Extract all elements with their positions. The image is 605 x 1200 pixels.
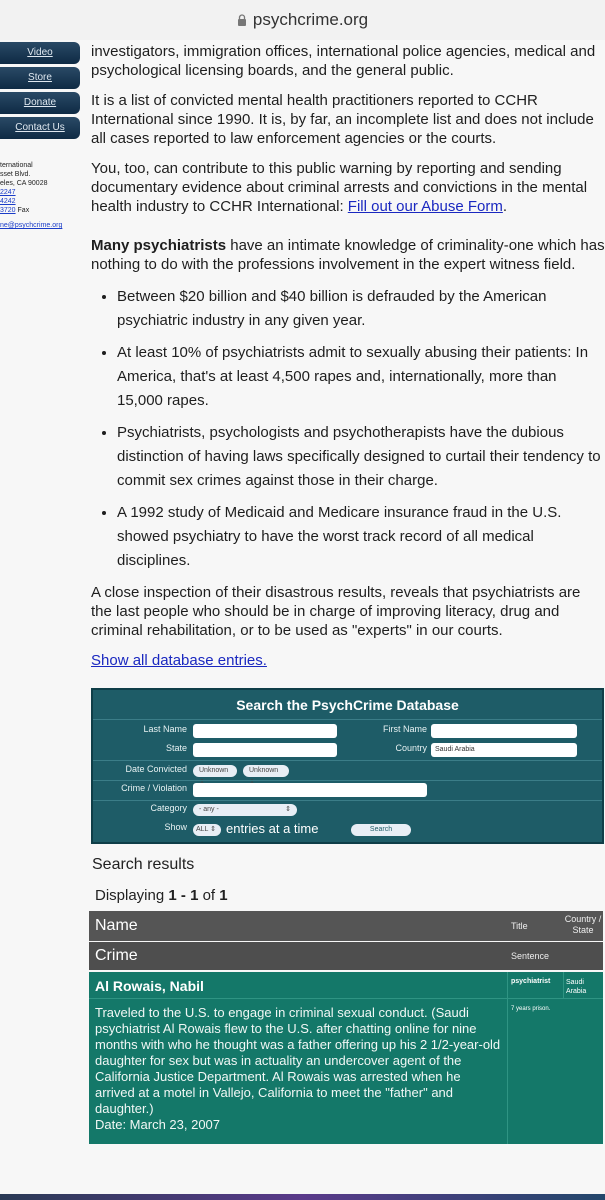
- main-content: [91, 42, 605, 681]
- result-country: Saudi Arabia: [566, 979, 587, 995]
- nav-donate-button[interactable]: Donate: [0, 92, 80, 114]
- nav-contact-button[interactable]: Contact Us: [0, 117, 80, 139]
- nav-video-button[interactable]: Video: [0, 42, 80, 64]
- select-arrow-icon: ⇕: [285, 806, 291, 813]
- results-sep: -: [176, 887, 191, 904]
- sidebar: [0, 42, 84, 230]
- show-row: [93, 822, 602, 840]
- result-description: [95, 1005, 503, 1133]
- nav-store-button[interactable]: Store: [0, 67, 80, 89]
- search-panel-title: Search the PsychCrime Database: [93, 690, 602, 720]
- results-of: of: [198, 887, 220, 904]
- column-header-name: Name: [95, 917, 138, 934]
- column-header-country: Country / State: [564, 914, 602, 935]
- results-count: [95, 887, 228, 904]
- first-name-label: First Name: [382, 724, 427, 734]
- date-from-value: Unknown: [199, 767, 229, 774]
- divider: [93, 800, 602, 801]
- abuse-form-link[interactable]: Fill out our Abuse Form: [347, 198, 503, 215]
- results-total: 1: [219, 887, 228, 904]
- first-name-input[interactable]: [431, 724, 577, 738]
- email-link[interactable]: ne@psychcrime.org: [0, 222, 63, 229]
- phone-link[interactable]: 4242: [0, 198, 16, 205]
- column-header-title: Title: [511, 921, 528, 931]
- category-value: - any -: [199, 806, 219, 813]
- state-label: State: [165, 743, 187, 753]
- url-text: psychcrime.org: [252, 10, 369, 29]
- location-row: [93, 743, 602, 761]
- crime-row: [93, 783, 602, 801]
- show-count-value: ALL: [196, 826, 209, 833]
- table-header-row: [89, 911, 603, 941]
- address-line: sset Blvd.: [0, 171, 31, 178]
- divider: [93, 760, 602, 761]
- result-sentence: 7 years prison.: [511, 1006, 551, 1012]
- date-to-select[interactable]: [243, 765, 289, 777]
- search-button[interactable]: Search: [351, 824, 411, 836]
- results-heading: Search results: [92, 856, 195, 873]
- country-input[interactable]: Saudi Arabia: [431, 743, 577, 757]
- results-count-prefix: Displaying: [95, 887, 169, 904]
- crime-label: Crime / Violation: [121, 783, 187, 793]
- list-item: • At least 10% of psychiatrists admit to sexually abusing their patients: In America, that's at least 4,500 rapes and, internationally, more than 15,000 rapes.: [117, 341, 605, 413]
- show-count-select[interactable]: ALL ⇕: [193, 824, 221, 836]
- results-from: 1: [168, 887, 177, 904]
- column-divider: [507, 972, 508, 1144]
- last-name-input[interactable]: [193, 724, 337, 738]
- conclusion-paragraph: A close inspection of their disastrous results, reveals that psychiatrists are the last people who should be in charge of improving literacy, drug and criminal rehabilitation, or to be used as "experts" in our courts.: [91, 584, 581, 639]
- table-row[interactable]: [89, 972, 603, 1144]
- row-divider: [89, 998, 603, 999]
- lock-icon: [237, 14, 247, 26]
- results-to: 1: [190, 887, 199, 904]
- result-date: Date: March 23, 2007: [95, 1117, 221, 1132]
- result-name: Al Rowais, Nabil: [95, 978, 204, 994]
- address-bar[interactable]: [0, 0, 605, 40]
- list-item: • A 1992 study of Medicaid and Medicare insurance fraud in the U.S. showed psychiatry to have the worst track record of all medical disciplines.: [117, 501, 605, 573]
- last-name-label: Last Name: [143, 724, 187, 734]
- facts-list: [117, 285, 605, 573]
- contribute-text: You, too, can contribute to this public warning by reporting and sending documentary evidence about criminal arrests and convictions in the mental health industry to CCHR International:: [91, 160, 588, 215]
- show-label: Show: [164, 822, 187, 832]
- category-select[interactable]: [193, 804, 297, 816]
- column-header-sentence: Sentence: [511, 951, 550, 961]
- result-crime-text: Traveled to the U.S. to engage in criminal sexual conduct. (Saudi psychiatrist Al Rowais flew to the U.S. after chatting online for nine months with who he thought was a father offering up his 2 1/2-year-old daughter for sex but was in actuality an undercover agent of the California Justice Department. Al Rowais was arrested when he arrived at a motel in Vallejo, California to meet the "father" and daughter.): [95, 1005, 501, 1116]
- country-label: Country: [395, 743, 427, 753]
- divider: [93, 780, 602, 781]
- list-description-paragraph: It is a list of convicted mental health practitioners reported to CCHR International since 1990. It is, by far, an incomplete list and does not include all cases reported to law enforcement agencies or the courts.: [91, 92, 594, 147]
- contact-address: [0, 161, 84, 230]
- criminality-paragraph: [91, 236, 605, 274]
- contribute-paragraph: You, too, can contribute to this public warning by reporting and sending documentary evidence about criminal arrests and convictions in the mental health industry to CCHR International: Fill out our Abuse Form.: [91, 160, 588, 215]
- result-title: psychiatrist: [511, 978, 551, 985]
- category-row: [93, 803, 602, 821]
- bottom-edge: [0, 1194, 605, 1200]
- fax-link[interactable]: 3720: [0, 207, 16, 214]
- list-item: • Psychiatrists, psychologists and psychotherapists have the dubious distinction of having laws specifically designed to curtail their tendency to commit sex crimes against those in their charge.: [117, 421, 605, 493]
- address-line: eles, CA 90028: [0, 180, 48, 187]
- phone-link[interactable]: 2247: [0, 189, 16, 196]
- address-line: ternational: [0, 162, 33, 169]
- criminality-text: have an intimate knowledge of criminality-one which has nothing to do with the professions involvement in the expert witness field.: [91, 237, 605, 273]
- state-input[interactable]: [193, 743, 337, 757]
- entries-label: entries at a time: [226, 821, 319, 836]
- date-to-value: Unknown: [249, 767, 279, 774]
- show-all-entries-link[interactable]: Show all database entries.: [91, 652, 267, 669]
- list-item: • Between $20 billion and $40 billion is defrauded by the American psychiatric industry in any given year.: [117, 285, 605, 333]
- fax-label: Fax: [15, 207, 30, 214]
- intro-paragraph: investigators, immigration offices, international police agencies, medical and psychological licensing boards, and the general public.: [91, 43, 596, 79]
- crime-input[interactable]: [193, 783, 427, 797]
- name-row: [93, 724, 602, 742]
- column-divider: [563, 972, 564, 998]
- category-label: Category: [150, 803, 187, 813]
- column-header-crime: Crime: [95, 947, 138, 964]
- search-database-panel: [91, 688, 604, 844]
- fax-line: [0, 206, 84, 215]
- date-convicted-label: Date Convicted: [125, 764, 187, 774]
- criminality-bold: Many psychiatrists: [91, 237, 227, 254]
- date-from-select[interactable]: [193, 765, 237, 777]
- table-header-row: [89, 942, 603, 970]
